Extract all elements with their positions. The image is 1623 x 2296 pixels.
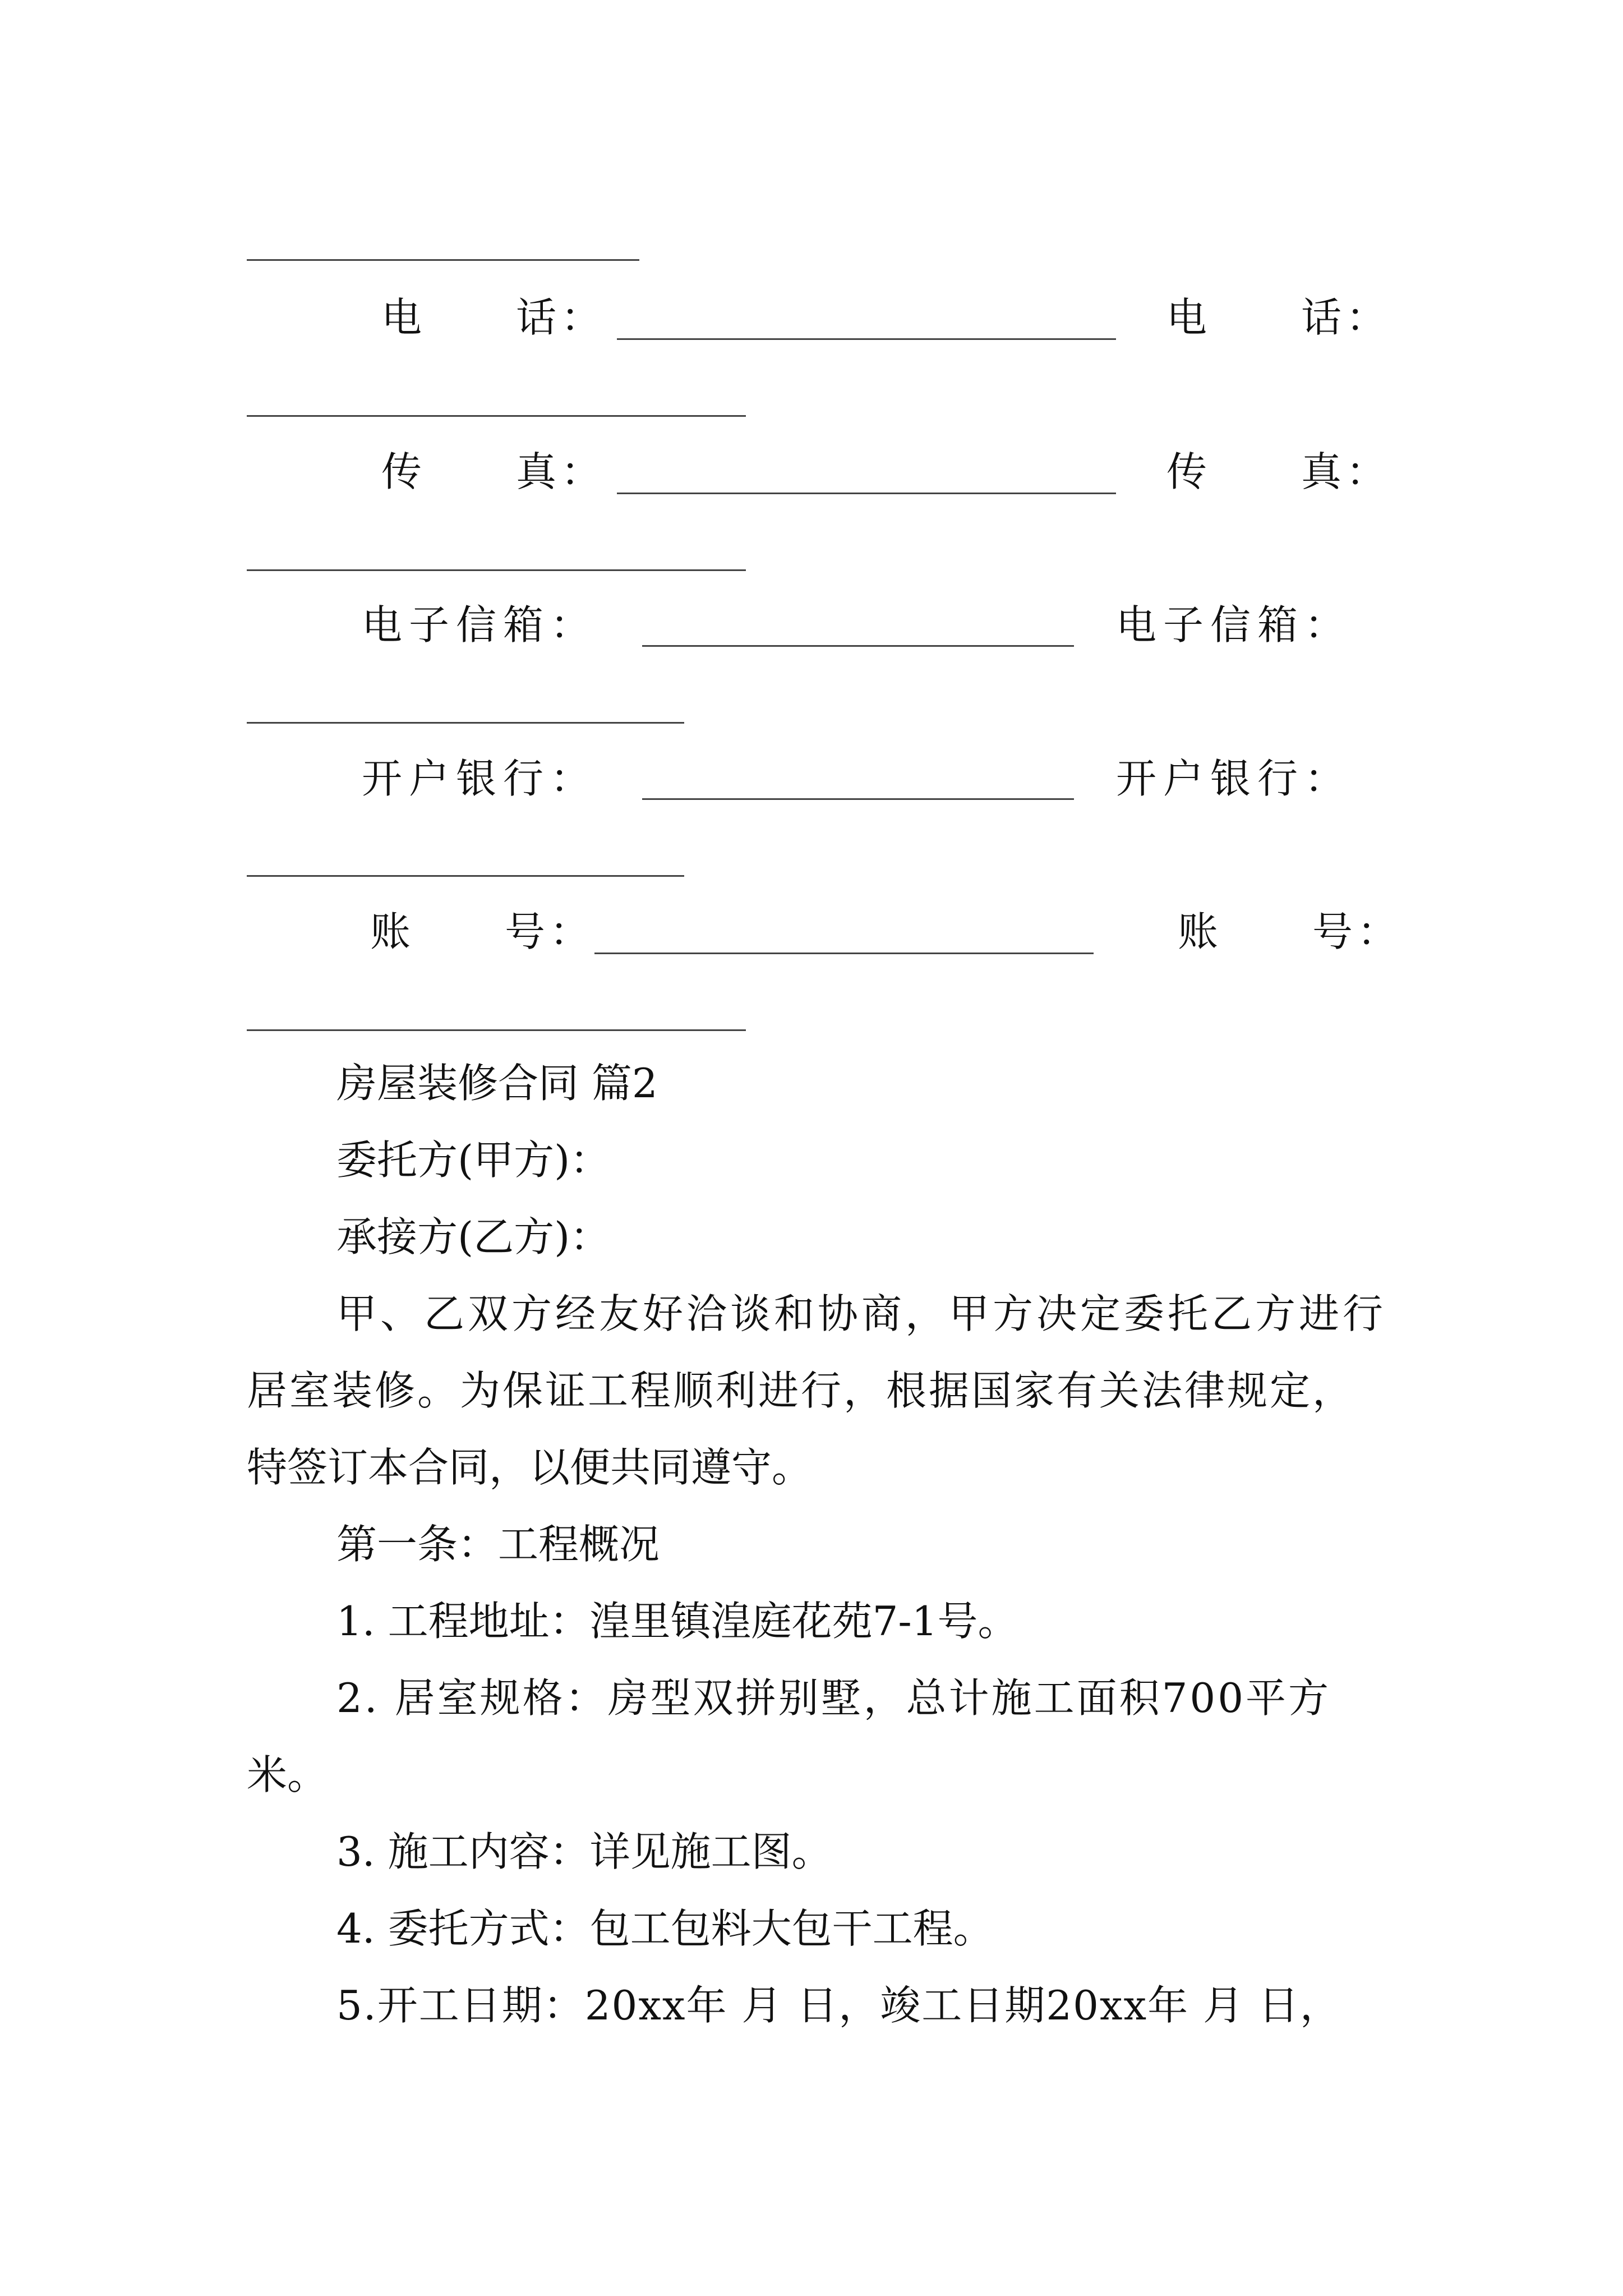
account-blank-right (247, 1029, 746, 1031)
bank-blank-left (642, 798, 1074, 800)
phone-blank-right (247, 415, 746, 417)
account-label-left: 账 号： (370, 908, 595, 955)
phone-blank-left (617, 338, 1116, 340)
article-1-item-5: 5.开工日期：20xx年 月 日，竣工日期20xx年 月 日， (336, 1982, 1341, 2029)
article-1-item-2-line-2: 米。 (247, 1751, 328, 1798)
blank-line-top (247, 259, 639, 261)
article-1-item-4: 4. 委托方式：包工包料大包干工程。 (336, 1905, 994, 1952)
article-1-item-2-line-1: 2. 居室规格：房型双拼别墅，总计施工面积700平方 (336, 1674, 1331, 1722)
phone-label-right: 电 话： (1166, 294, 1391, 341)
email-label-left: 电子信箱： (362, 601, 598, 648)
phone-label-left: 电 话： (381, 294, 606, 341)
article-1-item-1: 1. 工程地址：湟里镇湟庭花苑7-1号。 (336, 1598, 1018, 1645)
fax-label-right: 传 真： (1166, 448, 1391, 495)
article-1-item-3: 3. 施工内容：详见施工图。 (336, 1828, 832, 1875)
bank-label-right: 开户银行： (1116, 755, 1352, 802)
bank-label-left: 开户银行： (362, 755, 598, 802)
party-b-label: 承接方(乙方)： (336, 1213, 611, 1260)
email-blank-left (642, 645, 1074, 647)
fax-blank-right (247, 569, 746, 571)
intro-paragraph-line-1: 甲、乙双方经友好洽谈和协商，甲方决定委托乙方进行 (336, 1290, 1387, 1337)
party-a-label: 委托方(甲方)： (336, 1137, 611, 1184)
email-label-right: 电子信箱： (1116, 601, 1352, 648)
account-blank-left (594, 953, 1094, 954)
account-label-right: 账 号： (1178, 908, 1403, 955)
bank-blank-right (247, 875, 684, 877)
email-blank-right (247, 722, 684, 724)
fax-label-left: 传 真： (381, 448, 606, 495)
intro-paragraph-line-3: 特签订本合同，以便共同遵守。 (247, 1444, 813, 1491)
fax-blank-left (617, 493, 1116, 494)
article-1-heading: 第一条：工程概况 (336, 1521, 660, 1568)
section-title: 房屋装修合同 篇2 (336, 1060, 658, 1107)
intro-paragraph-line-2: 居室装修。为保证工程顺利进行，根据国家有关法律规定， (247, 1367, 1355, 1414)
